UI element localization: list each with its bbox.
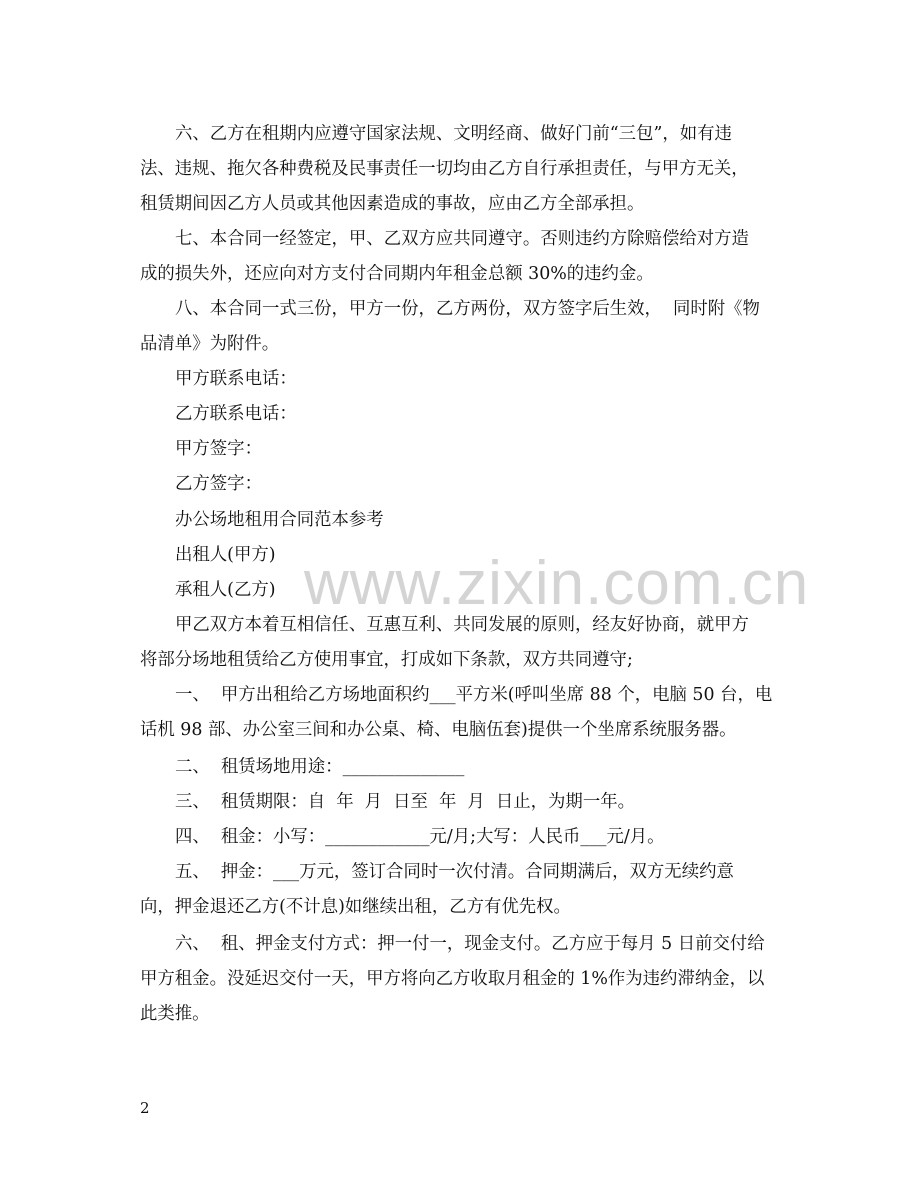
text-line: 话机 98 部、办公室三间和办公桌、椅、电脑伍套)提供一个坐席系统服务器。 [140, 720, 737, 740]
text-line: 甲方签字： [175, 439, 262, 459]
text-line: 六、乙方在租期内应遵守国家法规、文明经商、做好门前“三包”，如有违 [175, 124, 732, 144]
text-line: 乙方签字： [175, 474, 262, 494]
page-number: 2 [140, 1099, 150, 1117]
text-line: 将部分场地租赁给乙方使用事宜，打成如下条款，双方共同遵守; [140, 650, 633, 670]
text-line: 向，押金退还乙方(不计息)如继续出租，乙方有优先权。 [140, 897, 571, 917]
text-line: 出租人(甲方) [175, 545, 276, 565]
text-line: 二、 租赁场地用途：______________ [175, 757, 465, 777]
text-line: 品清单》为附件。 [140, 334, 280, 354]
text-line: 甲乙双方本着互相信任、互惠互利、共同发展的原则，经友好协商，就甲方 [175, 615, 749, 635]
text-line: 一、 甲方出租给乙方场地面积约___平方米(呼叫坐席 88 个，电脑 50 台，电 [175, 685, 773, 705]
text-line: 乙方联系电话： [175, 404, 297, 424]
text-line: 承租人(乙方) [175, 580, 276, 600]
text-line: 成的损失外，还应向对方支付合同期内年租金总额 30%的违约金。 [140, 264, 654, 284]
watermark: www.zixin.com.cn [304, 549, 810, 618]
text-line: 三、 租赁期限：自 年 月 日至 年 月 日止，为期一年。 [175, 792, 635, 812]
text-line: 法、违规、拖欠各种费税及民事责任一切均由乙方自行承担责任，与甲方无关， [140, 159, 749, 179]
text-line: 此类推。 [140, 1004, 210, 1024]
text-line: 甲方租金。没延迟交付一天，甲方将向乙方收取月租金的 1%作为违约滞纳金，以 [140, 969, 765, 989]
text-line: 办公场地租用合同范本参考 [175, 510, 384, 530]
text-line: 六、 租、押金支付方式：押一付一，现金支付。乙方应于每月 5 日前交付给 [175, 934, 765, 954]
text-line: 租赁期间因乙方人员或其他因素造成的事故，应由乙方全部承担。 [140, 194, 645, 214]
text-line: 四、 租金：小写：____________元/月;大写：人民币___元/月。 [175, 827, 665, 847]
text-line: 甲方联系电话： [175, 369, 297, 389]
text-line: 五、 押金：___万元，签订合同时一次付清。合同期满后，双方无续约意 [175, 862, 734, 882]
text-line: 八、本合同一式三份，甲方一份，乙方两份，双方签字后生效， 同时附《物 [175, 299, 760, 319]
text-line: 七、本合同一经签定，甲、乙双方应共同遵守。否则违约方除赔偿给对方造 [175, 229, 749, 249]
